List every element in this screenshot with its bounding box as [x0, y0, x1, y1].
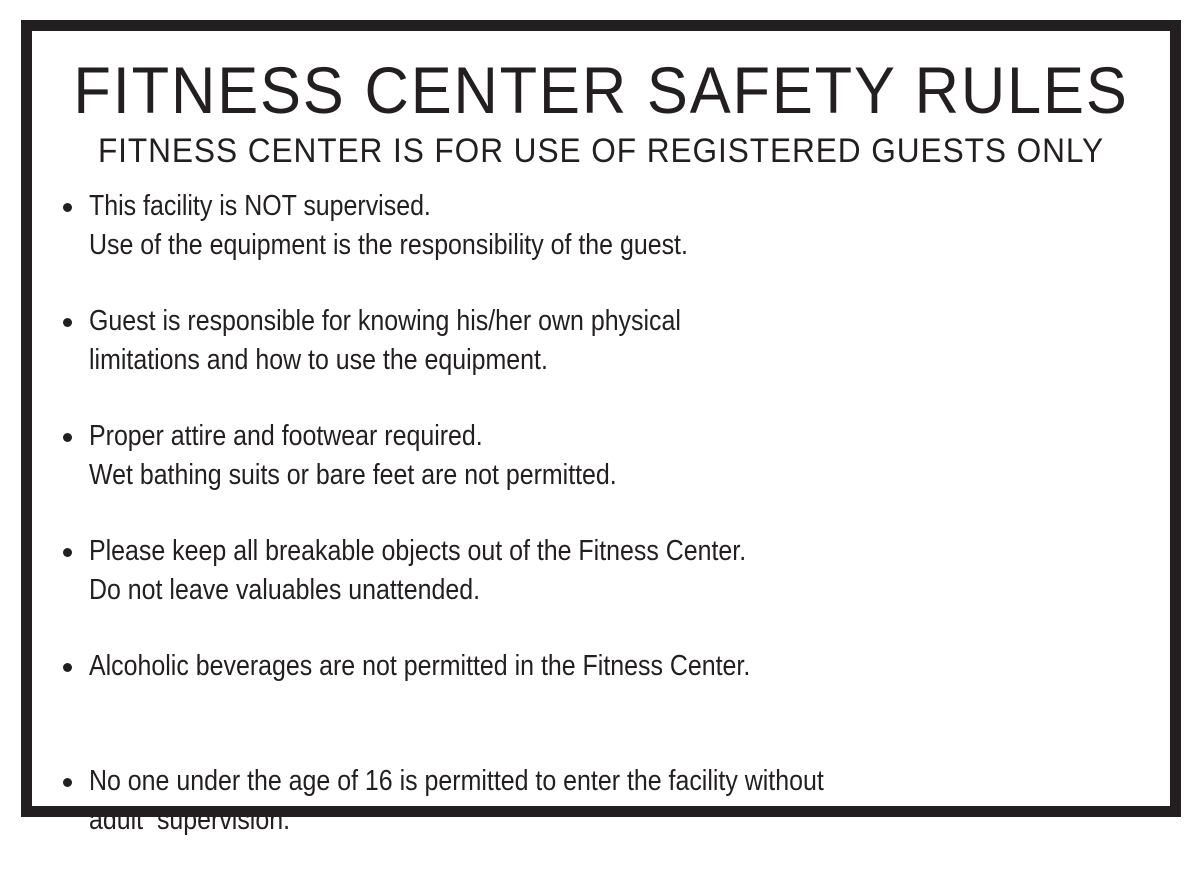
rule-item-limitations	[60, 302, 1160, 417]
rule-text	[89, 302, 681, 380]
safety-sign	[21, 20, 1181, 836]
sign-subtitle: FITNESS CENTER IS FOR USE OF REGISTERED GUESTS ONLY	[97, 132, 1105, 170]
rule-line: Guest is responsible for knowing his/her own physical	[89, 305, 681, 337]
rule-text	[89, 187, 688, 265]
bullet-icon	[63, 663, 72, 672]
rule-item-attire	[60, 417, 1160, 532]
rule-text	[89, 647, 750, 686]
bullet-icon	[63, 433, 72, 442]
rule-text	[89, 417, 617, 495]
sign-title: FITNESS CENTER SAFETY RULES	[73, 53, 1129, 127]
bullet-icon	[63, 778, 72, 787]
rule-line: adult supervision.	[89, 804, 291, 836]
rule-line: Proper attire and footwear required.	[89, 420, 483, 452]
rule-line: No one under the age of 16 is permitted to enter the facility without	[89, 765, 824, 797]
rule-item-age	[60, 762, 1160, 877]
rule-line: limitations and how to use the equipment.	[89, 344, 548, 376]
bullet-icon	[63, 318, 72, 327]
bullet-icon	[63, 548, 72, 557]
rule-text	[89, 762, 824, 840]
rule-line: Please keep all breakable objects out of the Fitness Center.	[89, 535, 747, 567]
rule-item-breakables	[60, 532, 1160, 647]
rule-line: Do not leave valuables unattended.	[89, 574, 481, 606]
rule-text	[89, 532, 746, 610]
rule-item-alcohol	[60, 647, 1160, 762]
rule-line: Alcoholic beverages are not permitted in the Fitness Center.	[89, 650, 751, 682]
rule-line: Wet bathing suits or bare feet are not permitted.	[89, 459, 617, 491]
bullet-icon	[63, 203, 72, 212]
rule-line: Use of the equipment is the responsibility of the guest.	[89, 229, 688, 261]
rule-item-supervision	[60, 187, 1160, 302]
rule-line: This facility is NOT supervised.	[89, 190, 431, 222]
rules-list	[60, 187, 1160, 877]
